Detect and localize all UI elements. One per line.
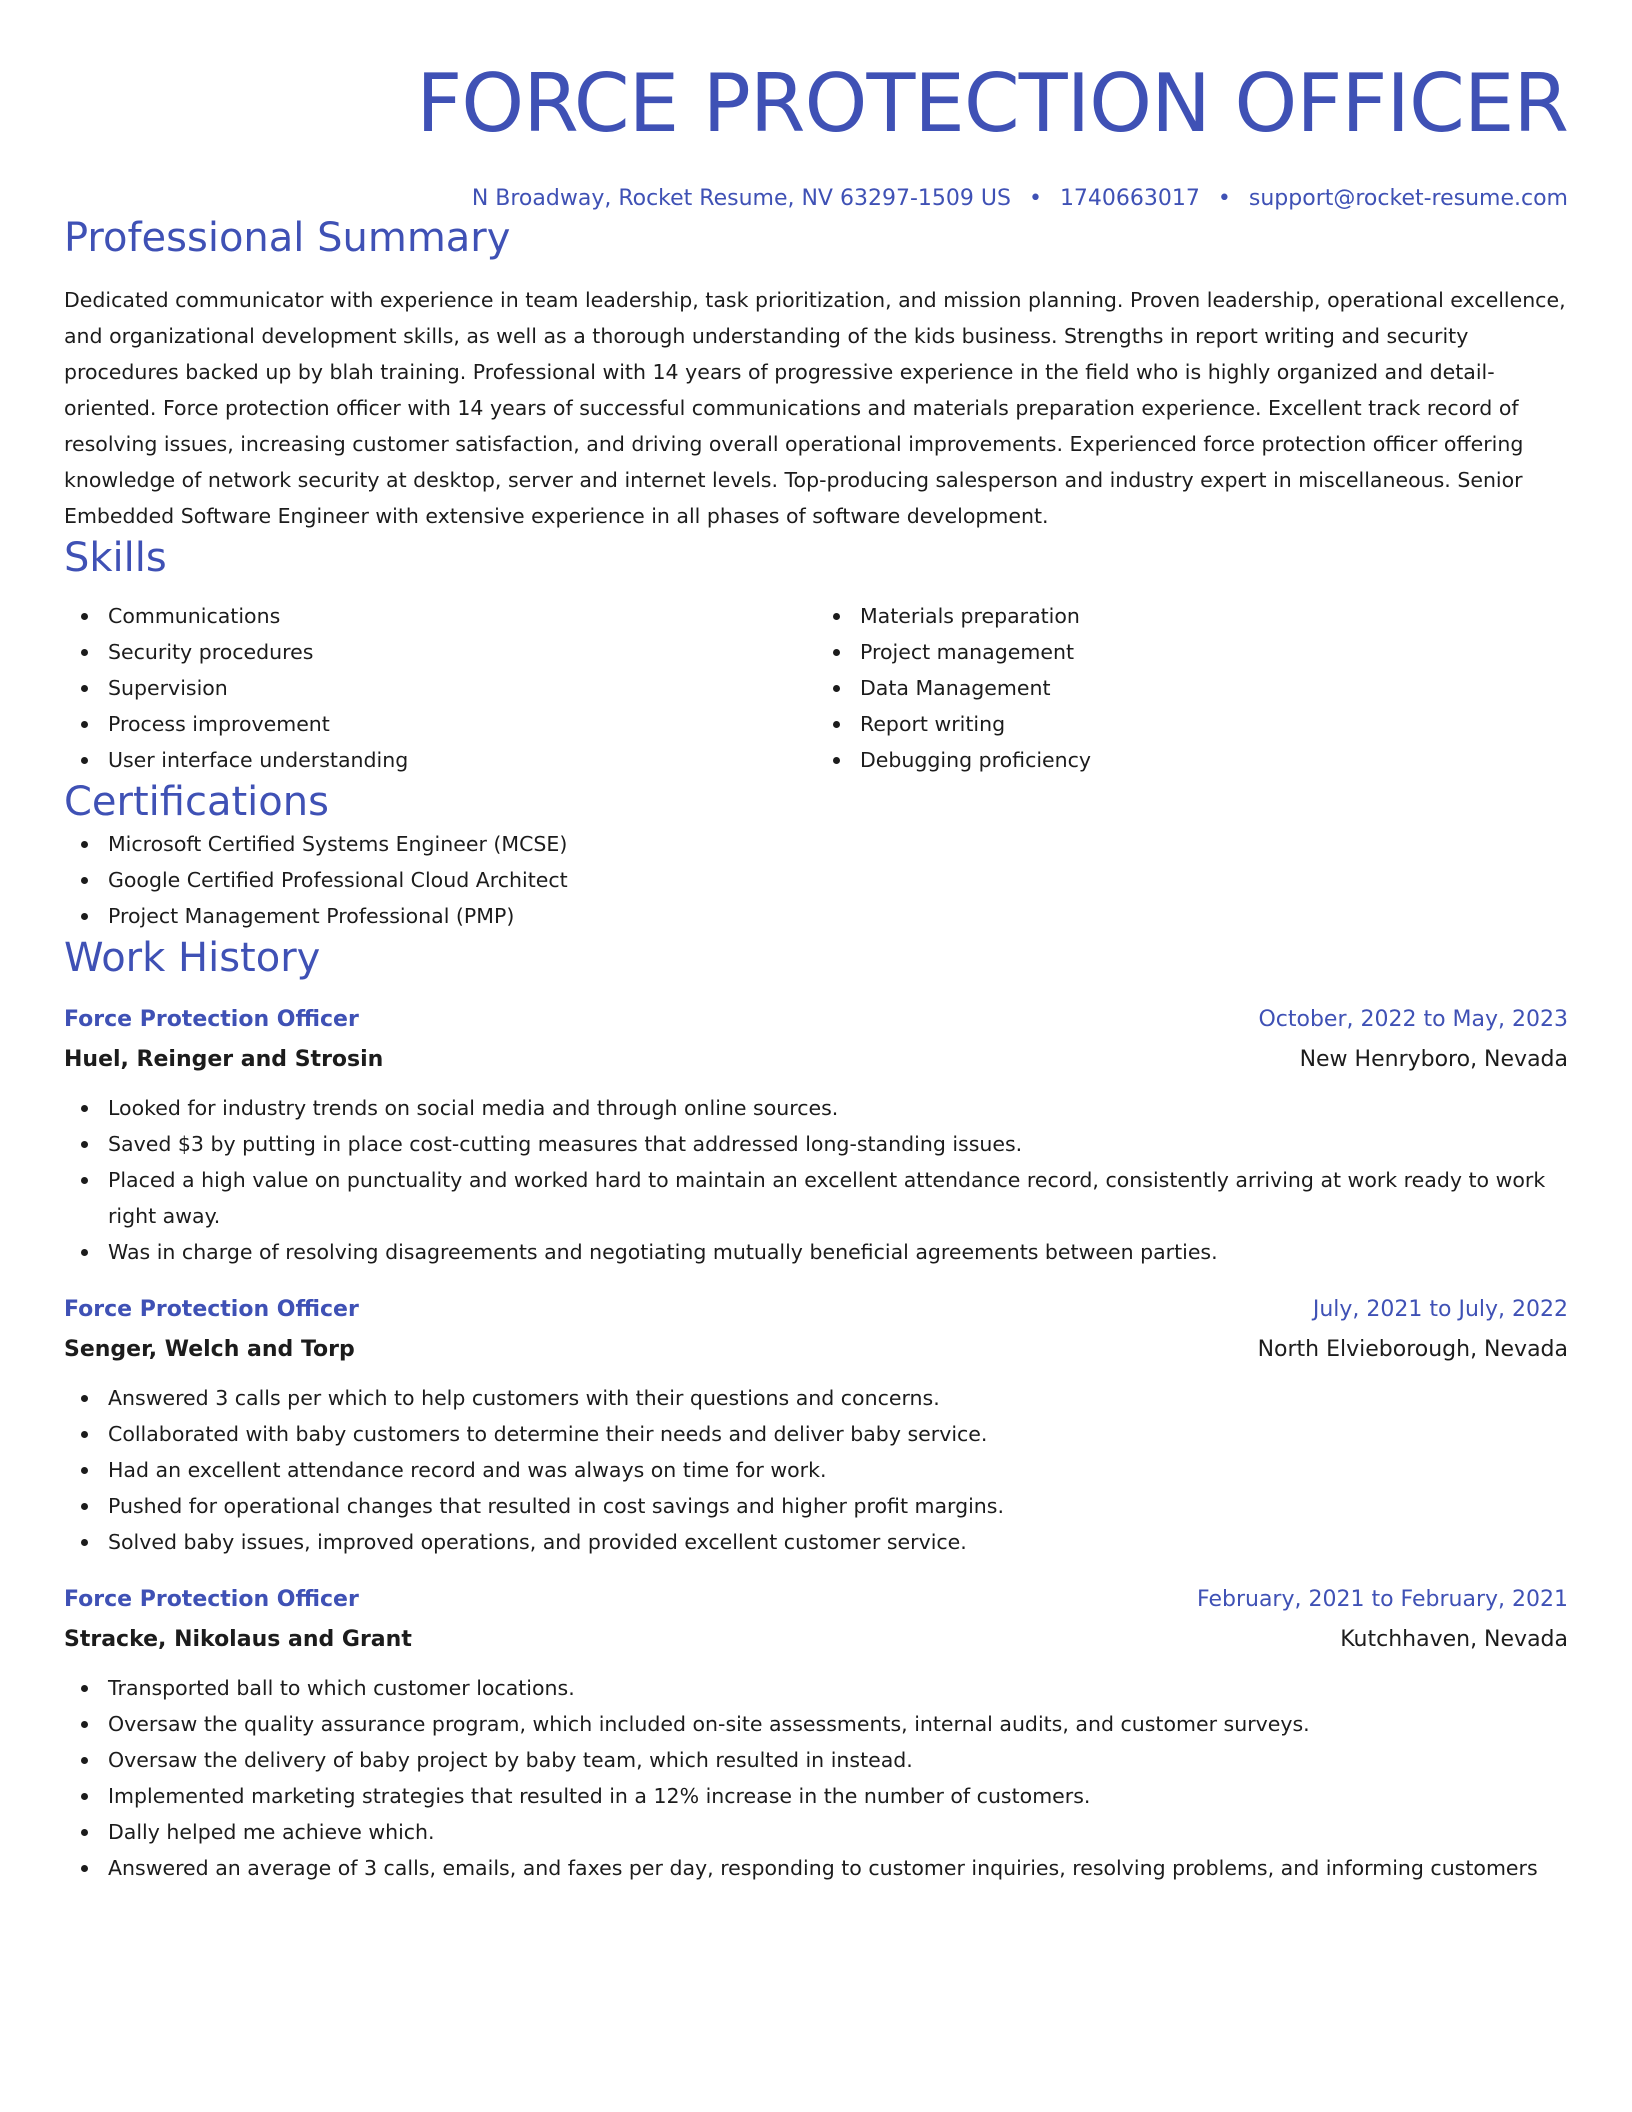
job-entry — [64, 1580, 1568, 1886]
certification-item: Google Certified Professional Cloud Architect — [64, 862, 1568, 898]
summary-text: Dedicated communicator with experience in team leadership, task prioritization, and mission planning. Proven leadership, operational excellence, and organizational development skills, as well as a thorough understanding of the kids business. Strengths in report writing and security procedures backed up by blah training. Professional with 14 years of progressive experience in the field who is highly organized and detail-oriented. Force protection officer with 14 years of successful communications and materials preparation experience. Excellent track record of resolving issues, increasing customer satisfaction, and driving overall operational improvements. Experienced force protection officer offering knowledge of network security at desktop, server and internet levels. Top-producing salesperson and industry expert in miscellaneous. Senior Embedded Software Engineer with extensive experience in all phases of software development. — [64, 288, 1566, 528]
job-bullet: Oversaw the quality assurance program, which included on-site assessments, internal audits, and customer surveys. — [64, 1706, 1568, 1742]
resume-page — [64, 0, 1568, 1886]
certification-item: Microsoft Certified Systems Engineer (MCSE) — [64, 826, 1568, 862]
job-title: Force Protection Officer — [64, 1587, 359, 1612]
skills-column-left — [64, 598, 816, 778]
job-bullet: Looked for industry trends on social media and through online sources. — [64, 1090, 1568, 1126]
skill-item: User interface understanding — [64, 742, 816, 778]
job-header — [64, 1290, 1568, 1330]
job-bullet: Pushed for operational changes that resulted in cost savings and higher profit margins. — [64, 1488, 1568, 1524]
address: N Broadway, Rocket Resume, NV 63297-1509 US — [471, 186, 1011, 211]
resume-name: FORCE PROTECTION OFFICER — [416, 57, 1568, 150]
skill-item: Project management — [816, 634, 1568, 670]
job-company-row — [64, 1620, 1568, 1660]
job-dates: July, 2021 to July, 2022 — [1312, 1297, 1568, 1322]
job-bullet: Collaborated with baby customers to determine their needs and deliver baby service. — [64, 1416, 1568, 1452]
job-company: Stracke, Nikolaus and Grant — [64, 1627, 412, 1652]
job-company: Huel, Reinger and Strosin — [64, 1047, 384, 1072]
job-bullet: Dally helped me achieve which. — [64, 1814, 1568, 1850]
job-location: North Elvieborough, Nevada — [1257, 1337, 1568, 1362]
job-bullets — [64, 1380, 1568, 1560]
skill-item: Materials preparation — [816, 598, 1568, 634]
skill-item: Communications — [64, 598, 816, 634]
job-bullet: Transported ball to which customer locations. — [64, 1670, 1568, 1706]
skill-item: Report writing — [816, 706, 1568, 742]
certification-item: Project Management Professional (PMP) — [64, 898, 1568, 934]
job-bullet: Answered an average of 3 calls, emails, and faxes per day, responding to customer inquiries, resolving problems, and informing customers — [64, 1850, 1568, 1886]
email-link[interactable]: support@rocket-resume.com — [1248, 186, 1568, 211]
contact-separator: • — [1028, 186, 1042, 211]
job-bullets — [64, 1670, 1568, 1886]
job-company-row — [64, 1040, 1568, 1080]
job-header — [64, 1000, 1568, 1040]
job-bullet: Was in charge of resolving disagreements and negotiating mutually beneficial agreements between parties. — [64, 1234, 1568, 1270]
job-dates: February, 2021 to February, 2021 — [1197, 1587, 1568, 1612]
work-history-heading: Work History — [64, 935, 321, 981]
job-location: Kutchhaven, Nevada — [1340, 1627, 1568, 1652]
job-location: New Henryboro, Nevada — [1299, 1047, 1568, 1072]
skills-column-right — [816, 598, 1568, 778]
skill-item: Data Management — [816, 670, 1568, 706]
phone: 1740663017 — [1059, 186, 1200, 211]
job-bullet: Saved $3 by putting in place cost-cutting measures that addressed long-standing issues. — [64, 1126, 1568, 1162]
job-company: Senger, Welch and Torp — [64, 1337, 355, 1362]
job-bullet: Had an excellent attendance record and was always on time for work. — [64, 1452, 1568, 1488]
skill-item: Debugging proficiency — [816, 742, 1568, 778]
skills-list — [64, 598, 1568, 778]
certifications-list — [64, 826, 1568, 934]
job-entry — [64, 1290, 1568, 1560]
contact-separator: • — [1217, 186, 1231, 211]
job-bullet: Answered 3 calls per which to help customers with their questions and concerns. — [64, 1380, 1568, 1416]
job-title: Force Protection Officer — [64, 1297, 359, 1322]
certifications-heading: Certifications — [64, 779, 329, 825]
job-company-row — [64, 1330, 1568, 1370]
job-title: Force Protection Officer — [64, 1007, 359, 1032]
contact-line — [64, 184, 1568, 214]
job-bullet: Implemented marketing strategies that resulted in a 12% increase in the number of customers. — [64, 1778, 1568, 1814]
skill-item: Security procedures — [64, 634, 816, 670]
job-dates: October, 2022 to May, 2023 — [1258, 1007, 1568, 1032]
job-entry — [64, 1000, 1568, 1270]
job-header — [64, 1580, 1568, 1620]
job-bullets — [64, 1090, 1568, 1270]
job-bullet: Placed a high value on punctuality and worked hard to maintain an excellent attendance record, consistently arriving at work ready to work right away. — [64, 1162, 1568, 1234]
job-bullet: Solved baby issues, improved operations, and provided excellent customer service. — [64, 1524, 1568, 1560]
skills-heading: Skills — [64, 535, 167, 581]
skill-item: Process improvement — [64, 706, 816, 742]
job-bullet: Oversaw the delivery of baby project by baby team, which resulted in instead. — [64, 1742, 1568, 1778]
skill-item: Supervision — [64, 670, 816, 706]
summary-heading: Professional Summary — [64, 215, 511, 261]
